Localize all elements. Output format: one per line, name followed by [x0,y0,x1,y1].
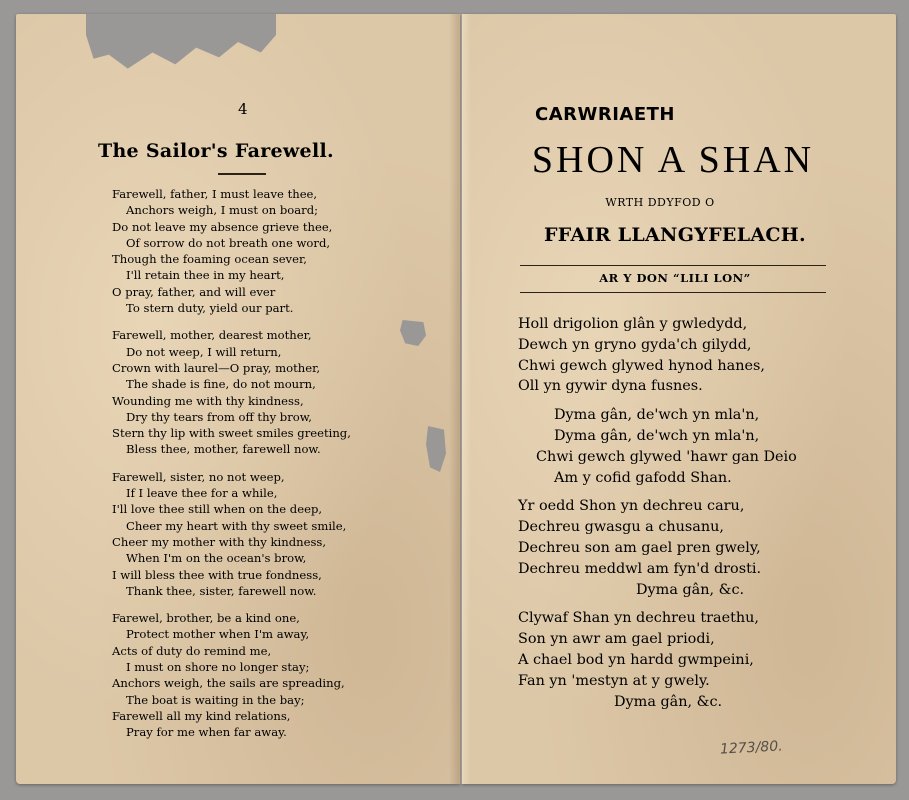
poem-line: Farewell all my kind relations, [112,708,291,723]
poem-line: I'll love thee still when on the deep, [112,502,323,517]
poem-line: When I'm on the ocean's brow, [126,551,307,566]
title-rule [218,173,266,175]
poem-line: Dechreu meddwl am fyn'd drosti. [518,560,762,577]
poem-line: Clywaf Shan yn dechreu traethu, [518,610,760,627]
center-fold [449,14,471,784]
poem-line: The boat is waiting in the bay; [126,692,305,707]
stanza [112,186,442,316]
poem-line: Do not leave my absence grieve thee, [112,219,333,234]
poem-line: A chael bod yn hardd gwmpeini, [518,651,754,668]
stanza [518,496,848,600]
poem-line: Bless thee, mother, farewell now. [126,442,321,457]
torn-edge [86,14,276,84]
poem-line: Chwi gewch glywed hynod hanes, [518,357,765,374]
poem-line: Son yn awr am gael priodi, [518,631,715,648]
poem-line: Farewell, sister, no not weep, [112,469,285,484]
poem-line: Pray for me when far away. [126,725,287,740]
heading-main-title: SHON A SHAN [531,139,815,181]
poem-line: O pray, father, and will ever [112,284,276,299]
poem-line: Cheer my mother with thy kindness, [112,534,327,549]
chorus-line: Dyma gân, de'wch yn mla'n, [554,407,760,424]
poem-line: Farewell, mother, dearest mother, [112,328,312,343]
stanza [518,608,848,712]
poem-line: Dechreu gwasgu a chusanu, [518,519,724,536]
poem-line: Acts of duty do remind me, [112,643,272,658]
stanza [112,469,442,599]
poem-line: I must on shore no longer stay; [126,660,310,675]
poem-line: The shade is fine, do not mourn, [126,377,316,392]
poem-line: Do not weep, I will return, [126,344,282,359]
page-number: 4 [238,100,248,118]
poem-line: Farewell, father, I must leave thee, [112,187,318,201]
poem-line: Oll yn gywir dyna fusnes. [518,378,703,395]
subheading: WRTH DDYFOD O [605,196,715,209]
stanza [112,327,442,457]
poem-line: Dry thy tears from off thy brow, [126,409,312,424]
chorus [518,405,848,488]
divider-rule [520,265,826,266]
sailors-farewell-poem [112,186,442,752]
poem-title: The Sailor's Farewell. [98,140,334,162]
poem-line: I will bless thee with true fondness, [112,567,322,582]
poem-line: Crown with laurel—O pray, mother, [112,360,321,375]
poem-line: Anchors weigh, the sails are spreading, [112,676,345,691]
poem-line: If I leave thee for a while, [126,486,278,501]
poem-line: Cheer my heart with thy sweet smile, [126,518,347,533]
poem-line: Yr oedd Shon yn dechreu caru, [518,498,745,515]
stanza [518,314,848,397]
poem-line: Though the foaming ocean sever, [112,252,307,267]
heading-carwriaeth: CARWRIAETH [535,104,675,125]
refrain-line: Dyma gân, &c. [614,693,723,710]
chorus-line: Chwi gewch glywed 'hawr gan Deio [536,448,797,465]
poem-line: Stern thy lip with sweet smiles greeting, [112,426,351,441]
poem-line: Fan yn 'mestyn at y gwely. [518,672,710,689]
poem-line: Thank thee, sister, farewell now. [126,583,317,598]
chorus-line: Am y cofid gafodd Shan. [554,469,732,486]
heading-ffair: FFAIR LLANGYFELACH. [544,224,806,246]
tune-label: AR Y DON “LILI LON” [599,271,751,285]
chorus-line: Dyma gân, de'wch yn mla'n, [554,427,760,444]
shon-a-shan-poem [518,314,848,720]
poem-line: I'll retain thee in my heart, [126,268,285,283]
poem-line: Holl drigolion glân y gwledydd, [518,316,748,332]
divider-rule [520,292,826,293]
stanza [112,610,442,740]
poem-line: Wounding me with thy kindness, [112,393,304,408]
poem-line: To stern duty, yield our part. [126,301,294,316]
poem-line: Of sorrow do not breath one word, [126,235,331,250]
catalogue-number: 1273/80. [719,738,784,758]
refrain-line: Dyma gân, &c. [636,581,745,598]
poem-line: Protect mother when I'm away, [126,627,310,642]
poem-line: Dechreu son am gael pren gwely, [518,539,761,556]
poem-line: Farewel, brother, be a kind one, [112,611,300,626]
poem-line: Dewch yn gryno gyda'ch gilydd, [518,336,752,353]
poem-line: Anchors weigh, I must on board; [126,203,319,218]
